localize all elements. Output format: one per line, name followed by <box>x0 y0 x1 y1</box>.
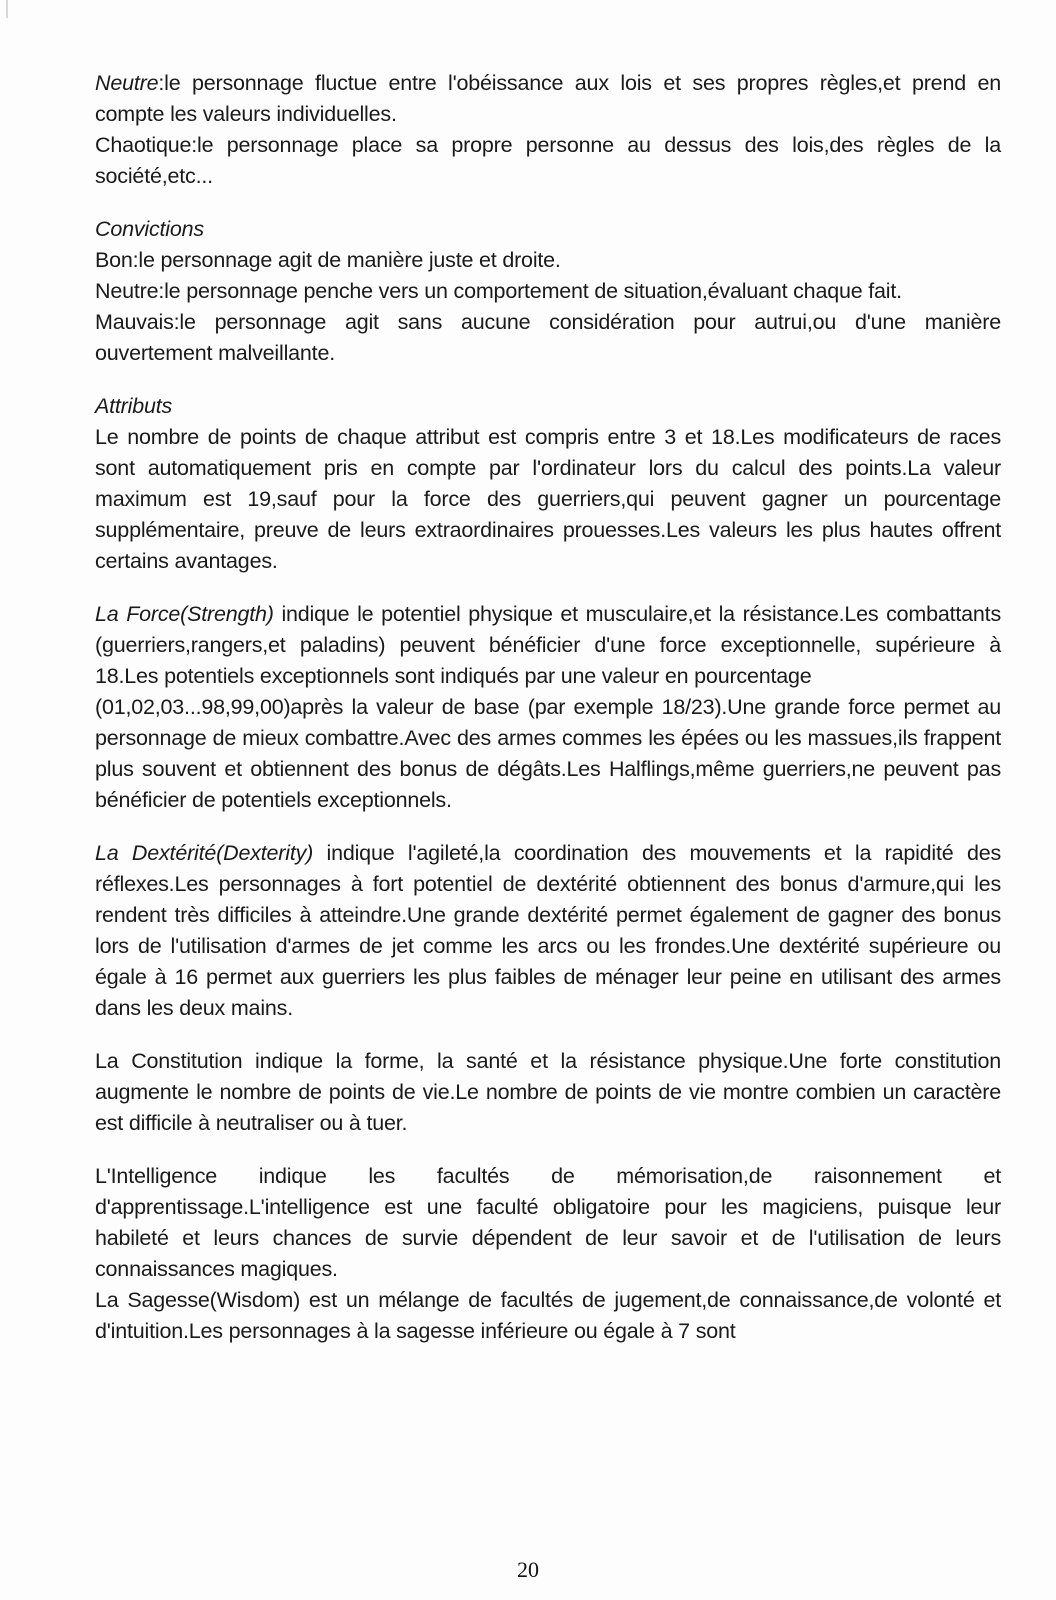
body-text <box>95 68 1001 1347</box>
alignment-chaotic-paragraph: Chaotique:le personnage place sa propre personne au dessus des lois,des règles de la société,etc... <box>95 133 1001 188</box>
dexterity-paragraph <box>95 838 1001 1024</box>
attributes-intro: Le nombre de points de chaque attribut est compris entre 3 et 18.Les modificateurs de races sont automatiquement pris en compte par l'ordinateur lors du calcul des points.La valeur maximum est 19,sauf pour la force des guerriers,qui peuvent gagner un pourcentage supplémentaire, preuve de leurs extraordinaires prouesses.Les valeurs les plus hautes offrent certains avantages. <box>95 425 1001 573</box>
attributes-heading: Attributs <box>95 394 173 418</box>
dexterity-text: indique l'agileté,la coordination des mouvements et la rapidité des réflexes.Les personnages à fort potentiel de dextérité obtiennent des bonus d'armure,qui les rendent très difficiles à atteindre.Une grande dextérité permet également de gagner des bonus lors de l'utilisation d'armes de jet comme les arcs ou les frondes.Une dextérité supérieure ou égale à 16 permet aux guerriers les plus faibles de ménager leur peine en utilisant des armes dans les deux mains. <box>95 841 1002 1020</box>
convictions-good: Bon:le personnage agit de manière juste et droite. <box>95 248 561 272</box>
alignment-neutral-text: :le personnage fluctue entre l'obéissance aux lois et ses propres règles,et prend en compte les valeurs individuelles. <box>95 71 1001 126</box>
constitution-paragraph: La Constitution indique la forme, la santé et la résistance physique.Une forte constitution augmente le nombre de points de vie.Le nombre de points de vie montre combien un caractère est difficile à neutraliser ou à tuer. <box>95 1049 1001 1135</box>
convictions-heading: Convictions <box>95 217 204 241</box>
convictions-neutral: Neutre:le personnage penche vers un comportement de situation,évaluant chaque fait. <box>95 279 902 303</box>
wisdom-paragraph: La Sagesse(Wisdom) est un mélange de facultés de jugement,de connaissance,de volonté et d'intuition.Les personnages à la sagesse inférieure ou égale à 7 sont <box>95 1288 1001 1343</box>
strength-text: indique le potentiel physique et musculaire,et la résistance.Les combattants (guerriers,rangers,et paladins) peuvent bénéficier d'une force exceptionnelle, supérieure à 18.Les potentiels exceptionnels sont indiqués par une valeur en pourcentage <box>95 602 1002 688</box>
strength-paragraph <box>95 599 1001 692</box>
page-number: 20 <box>517 1557 539 1582</box>
convictions-evil: Mauvais:le personnage agit sans aucune considération pour autrui,ou d'une manière ouvertement malveillante. <box>95 310 1001 365</box>
strength-label: La Force(Strength) <box>95 602 274 626</box>
intelligence-paragraph: L'Intelligence indique les facultés de mémorisation,de raisonnement et d'apprentissage.L'intelligence est une faculté obligatoire pour les magiciens, puisque leur habileté et leurs chances de survie dépendent de leur savoir et de l'utilisation de leurs connaissances magiques. <box>95 1164 1001 1281</box>
scan-edge-mark <box>6 0 8 18</box>
strength-paragraph-continued: (01,02,03...98,99,00)après la valeur de base (par exemple 18/23).Une grande force permet au personnage de mieux combattre.Avec des armes commes les épées ou les massues,ils frappent plus souvent et obtiennent des bonus de dégâts.Les Halflings,même guerriers,ne peuvent pas bénéficier de potentiels exceptionnels. <box>95 695 1001 812</box>
alignment-neutral-label: Neutre <box>95 71 159 95</box>
alignment-neutral-paragraph <box>95 68 1001 130</box>
dexterity-label: La Dextérité(Dexterity) <box>95 841 314 865</box>
